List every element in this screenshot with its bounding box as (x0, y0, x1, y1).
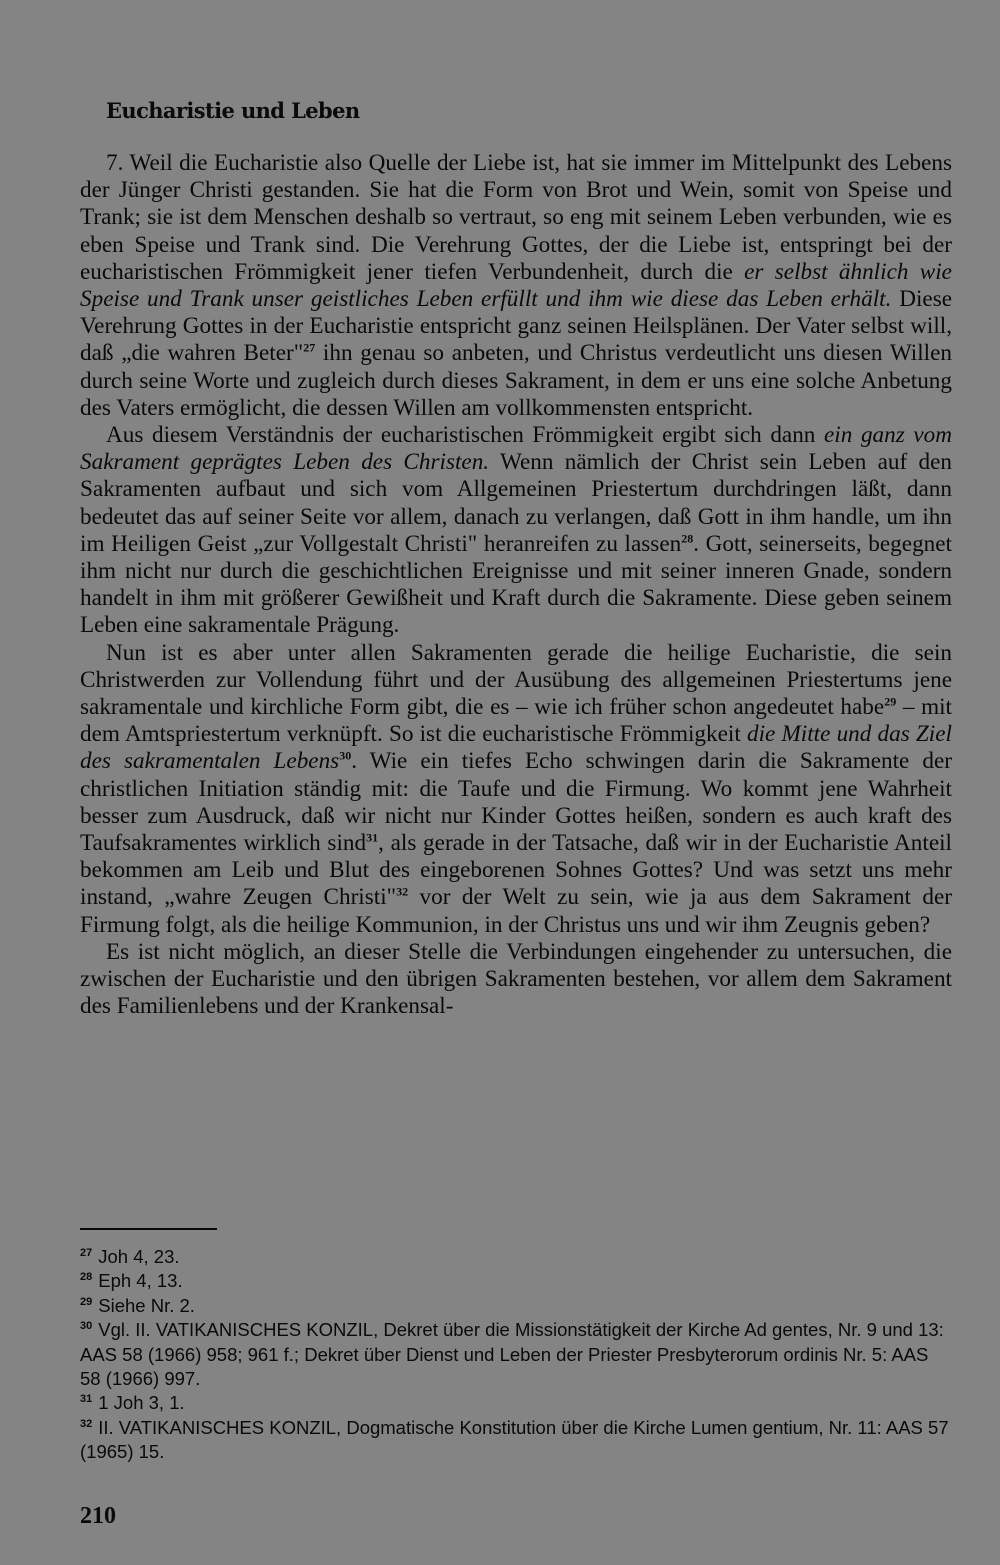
footnote-mark: 30 (80, 1320, 93, 1333)
footnote-ref: 28 (681, 531, 694, 546)
footnote-ref: 27 (303, 340, 316, 355)
footnote (80, 1391, 952, 1415)
paragraph-3 (80, 640, 952, 939)
text-run: 7. Weil die Eucharistie also Quelle der Liebe ist, hat sie immer im Mittelpunkt des Lebens der Jünger Christi gestanden. Sie hat die Form von Brot und Wein, somit von Speise und Trank; sie ist dem Menschen deshalb so vertraut, so eng mit seinem Leben verbunden, wie es eben Speise und Trank sind. Die Verehrung Gottes, der die Liebe ist, entspringt bei der eucharistischen Frömmigkeit jener tiefen Verbundenheit, durch die (80, 150, 952, 285)
footnote (80, 1269, 952, 1293)
text-run: . Wie ein tiefes Echo schwingen darin die Sakramente der christlichen Initiation ständig mit: die Taufe und die Firmung. Wo kommt jene Wahrheit besser zum Ausdruck, daß wir nicht nur Kinder Gottes heißen, sondern es auch kraft des Taufsakramentes wirklich sind (80, 748, 952, 857)
emphasis-run: ein ganz vom Sakrament geprägtes Leben des Christen. (80, 422, 952, 476)
text-run: Wenn nämlich der Christ sein Leben auf den Sakramenten aufbaut und sich vom Allgemeinen Priestertum durchdringen läßt, dann bedeutet das auf seiner Seite vor allem, danach zu verlangen, daß Gott in ihm handle, um ihn im Heiligen Geist „zur Vollgestalt Christi" heranreifen zu lassen (80, 449, 952, 557)
footnote-mark: 29 (80, 1295, 93, 1308)
footnote-text: 1 Joh 3, 1. (98, 1392, 185, 1414)
main-text (80, 150, 952, 1021)
text-run: , als gerade in der Tatsache, daß wir in der Eucharistie Anteil bekommen am Leib und Blut des eingeborenen Sohnes Gottes? Und was setzt uns mehr instand, „wahre Zeugen Christi" (80, 830, 952, 911)
footnote-ref: 29 (884, 694, 897, 709)
text-run: Aus diesem Verständnis der eucharistischen Frömmigkeit ergibt sich dann (106, 422, 825, 449)
footnote (80, 1318, 952, 1391)
text-run: Nun ist es aber unter allen Sakramenten gerade die heilige Eucharistie, die sein Christwerden zur Vollendung führt und der Ausübung des allgemeinen Priestertums jene sakramentale und kirchliche Form gibt, die es – wie ich früher schon angedeutet habe (80, 639, 952, 721)
text-run: . Gott, seinerseits, begegnet ihm nicht nur durch die geschichtlichen Ereignisse und mit seiner inneren Gnade, sondern handelt in ihm mit größerer Gewißheit und Kraft durch die Sakramente. Diese geben seinem Leben eine sakramentale Prägung. (80, 530, 952, 639)
text-run: vor der Welt zu sein, wie ja aus dem Sakrament der Firmung folgt, als die heilige Kommunion, in der Christus uns und wir ihm Zeugnis geben? (80, 884, 952, 938)
footnote-text: Vgl. II. VATIKANISCHES KONZIL, Dekret über die Missionstätigkeit der Kirche Ad gentes, Nr. 9 und 13: AAS 58 (1966) 958; 961 f.; Dekret über Dienst und Leben der Priester Presbyterorum ordinis Nr. 5: AAS 58 (1966) 997. (80, 1319, 944, 1390)
text-run: Es ist nicht möglich, an dieser Stelle die Verbindungen eingehender zu untersuchen, die zwischen der Eucharistie und den übrigen Sakramenten bestehen, vor allem dem Sakrament des Familienlebens und der Krankensal- (80, 938, 952, 1020)
page-number: 210 (80, 1503, 116, 1529)
text-run: Diese Verehrung Gottes in der Eucharistie entspricht ganz seinen Heilsplänen. Der Vater selbst will, daß „die wahren Beter" (80, 286, 953, 367)
footnote-mark: 31 (80, 1393, 93, 1406)
footnote-divider (80, 1228, 217, 1230)
paragraph-1 (80, 150, 952, 422)
section-heading: Eucharistie und Leben (106, 98, 360, 123)
footnote-text: Siehe Nr. 2. (98, 1294, 195, 1316)
footnote-text: Eph 4, 13. (98, 1270, 183, 1292)
footnotes (80, 1245, 952, 1465)
paragraph-2 (80, 422, 952, 640)
footnote-text: II. VATIKANISCHES KONZIL, Dogmatische Konstitution über die Kirche Lumen gentium, Nr. 11: AAS 57 (1965) 15. (80, 1416, 949, 1463)
emphasis-run: die Mitte und das Ziel des sakramentalen Lebens (80, 721, 952, 775)
footnote-text: Joh 4, 23. (98, 1246, 180, 1267)
text-run: – mit dem Amtspriestertum verknüpft. So ist die eucharistische Frömmigkeit (80, 694, 952, 748)
footnote (80, 1416, 952, 1465)
emphasis-run: er selbst ähnlich wie Speise und Trank unser geistliches Leben erfüllt und ihm wie diese das Leben erhält. (80, 258, 952, 313)
footnote (80, 1245, 952, 1269)
footnote-ref: 30 (339, 748, 352, 763)
footnote-mark: 28 (80, 1271, 93, 1284)
footnote-mark: 27 (80, 1246, 93, 1259)
footnote (80, 1294, 952, 1318)
paragraph-4 (80, 939, 952, 1021)
text-run: ihn genau so anbeten, und Christus verdeutlicht uns diesen Willen durch seine Worte und zugleich durch dieses Sakrament, in dem er uns eine solche Anbetung des Vaters ermöglicht, die dessen Willen am vollkommensten entspricht. (80, 340, 952, 421)
footnote-ref: 31 (366, 830, 379, 845)
footnote-ref: 32 (396, 884, 409, 899)
footnote-mark: 32 (80, 1417, 93, 1430)
